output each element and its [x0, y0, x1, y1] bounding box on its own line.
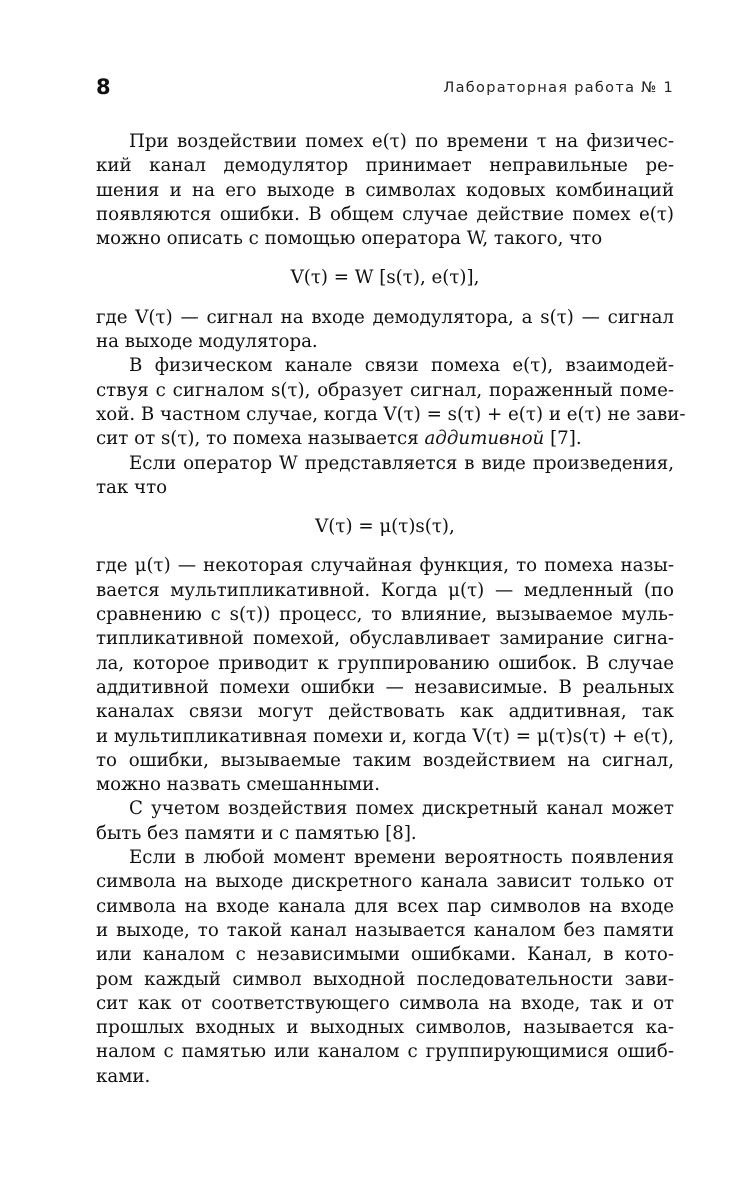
text-line: или каналом с независимыми ошибками. Канал, в кото- [96, 944, 674, 966]
text-fragment: сит от s(τ), то помеха называется [96, 428, 425, 450]
page-header [96, 74, 674, 100]
text-line: ром каждый символ выходной последовательности зави- [96, 968, 674, 990]
text-line: ками. [96, 1065, 151, 1087]
paragraph-6 [96, 797, 674, 846]
text-line: так что [96, 476, 168, 498]
formula-operator-w: V(τ) = W [s(τ), e(τ)], [290, 267, 480, 289]
text-line: сравнению с s(τ)) процесс, то влияние, вызываемое муль- [96, 604, 674, 626]
text-line: прошлых входных и выходных символов, называется ка- [96, 1017, 674, 1039]
text-line: вается мультипликативной. Когда μ(τ) — медленный (по [96, 579, 674, 601]
text-line: появляются ошибки. В общем случае действие помех e(τ) [96, 203, 674, 225]
text-line: быть без памяти и с памятью [8]. [96, 822, 417, 844]
text-fragment: [7]. [544, 428, 582, 450]
text-line: можно назвать смешанными. [96, 774, 381, 796]
running-title: Лабораторная работа № 1 [443, 80, 674, 96]
text-line: каналах связи могут действовать как аддитивная, так [96, 701, 674, 723]
paragraph-5 [96, 554, 674, 797]
text-line: ла, которое приводит к группированию ошибок. В случае [96, 652, 674, 674]
text-line: кий канал демодулятор принимает неправильные ре- [96, 155, 674, 177]
text-line: Если в любой момент времени вероятность появления [129, 847, 674, 869]
term-additive: аддитивной [424, 428, 545, 450]
text-line: символа на входе канала для всех пар символов на входе [96, 895, 674, 917]
paragraph-4 [96, 452, 674, 501]
formula-multiplicative: V(τ) = μ(τ)s(τ), [315, 516, 455, 538]
text-line: где μ(τ) — некоторая случайная функция, то помеха назы- [96, 555, 674, 577]
text-line: хой. В частном случае, когда V(τ) = s(τ) + e(τ) и e(τ) не зави- [96, 403, 686, 425]
text-line: и мультипликативная помехи и, когда V(τ) = μ(τ)s(τ) + e(τ), [96, 725, 674, 747]
text-line: Если оператор W представляется в виде произведения, [129, 452, 674, 474]
text-line: аддитивной помехи ошибки — независимые. В реальных [96, 676, 674, 698]
text-line: шения и на его выходе в символах кодовых комбинаций [96, 179, 674, 201]
text-line: налом с памятью или каналом с группирующимися ошиб- [96, 1041, 674, 1063]
page-number: 8 [96, 75, 111, 99]
paragraph-1 [96, 130, 674, 251]
text-line: на выходе модулятора. [96, 331, 318, 353]
paragraph-7 [96, 846, 674, 1089]
text-line: При воздействии помех e(τ) по времени τ на физичес- [129, 131, 674, 152]
text-line: можно описать с помощью оператора W, такого, что [96, 228, 603, 250]
text-line: где V(τ) — сигнал на входе демодулятора, а s(τ) — сигнал [96, 306, 674, 328]
text-line: сит как от соответствующего символа на входе, так и от [96, 992, 674, 1014]
paragraph-2 [96, 306, 674, 355]
text-line [96, 427, 674, 451]
text-line: ствуя с сигналом s(τ), образует сигнал, пораженный поме- [96, 379, 674, 401]
text-line: символа на выходе дискретного канала зависит только от [96, 871, 674, 893]
text-line: С учетом воздействия помех дискретный канал может [129, 798, 674, 820]
page-body [96, 130, 686, 1089]
text-line: то ошибки, вызываемые таким воздействием на сигнал, [96, 749, 674, 771]
paragraph-3 [96, 354, 686, 451]
text-line: и выходе, то такой канал называется каналом без памяти [96, 919, 674, 941]
text-line: типликативной помехой, обуславливает замирание сигна- [96, 628, 674, 650]
text-line: В физическом канале связи помеха e(τ), взаимодей- [129, 355, 674, 377]
